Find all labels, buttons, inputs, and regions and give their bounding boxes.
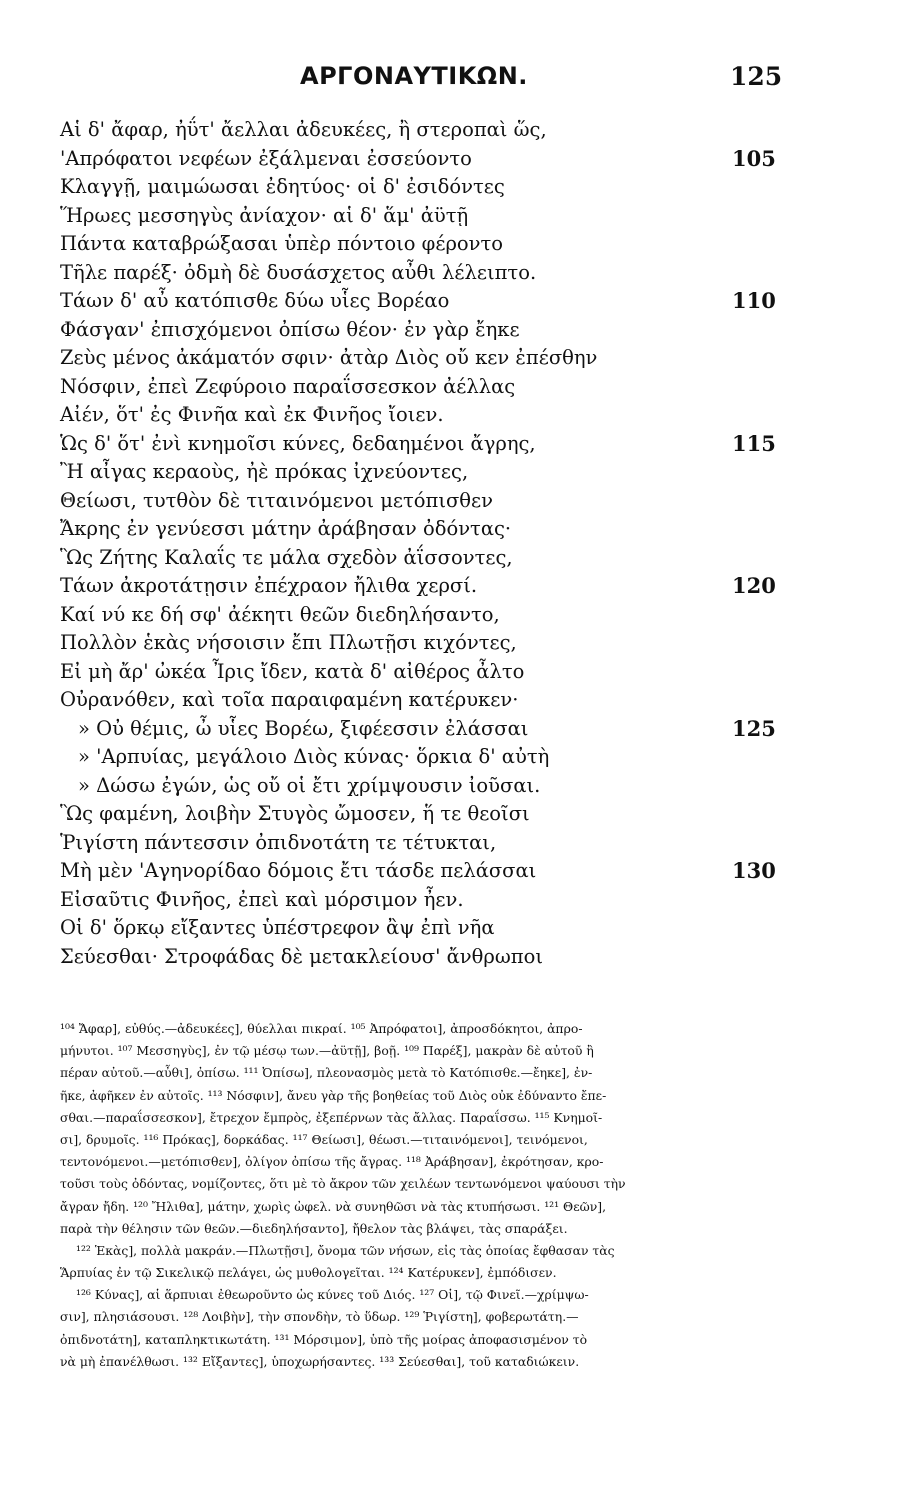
footnote-line: ¹²⁶ Κύνας], αἱ ἅρπυιαι ἐθεωροῦντο ὡς κύνες τοῦ Διός. ¹²⁷ Οἱ], τῷ Φινεῖ.—χρίμψω- [76, 1287, 589, 1303]
verse-text: Τάων ἀκροτάτῃσιν ἐπέχραον ἤλιθα χερσί. [60, 574, 478, 597]
running-title: ΑΡΓΟΝΑΥΤΙΚΩΝ. [300, 62, 528, 90]
verse-line [0, 857, 901, 886]
footnote-line: σι], δρυμοῖς. ¹¹⁶ Πρόκας], δορκάδας. ¹¹⁷ Θείωσι], θέωσι.—τιταινόμενοι], τεινόμενοι, [60, 1131, 588, 1147]
verse-line [0, 601, 901, 630]
verse-line [0, 458, 901, 487]
verse-text: Πολλὸν ἑκὰς νήσοισιν ἔπι Πλωτῇσι κιχόντες, [60, 631, 517, 654]
verse-text: Ἢ αἶγας κεραοὺς, ἠὲ πρόκας ἰχνεύοντες, [60, 460, 469, 483]
verse-line [0, 658, 901, 687]
verse-line [0, 401, 901, 430]
verse-line [0, 287, 901, 316]
footnote-line: ὀπιδνοτάτη], καταπληκτικωτάτη. ¹³¹ Μόρσιμον], ὑπὸ τῆς μοίρας ἀποφασισμένον τὸ [60, 1331, 588, 1347]
verse-text: Ὡς δ' ὅτ' ἐνὶ κνημοῖσι κύνες, δεδαημένοι ἄγρης, [60, 431, 536, 455]
verse-line [0, 145, 901, 174]
verse-line [0, 686, 901, 715]
verse-line [0, 829, 901, 858]
line-number: 110 [732, 288, 776, 313]
footnote-line: μήνυτοι. ¹⁰⁷ Μεσσηγὺς], ἐν τῷ μέσῳ των.—ἀϋτῇ], βοῇ. ¹⁰⁹ Παρέξ], μακρὰν δὲ αὐτοῦ ἢ [60, 1043, 594, 1059]
footnote-line: νὰ μὴ ἐπανέλθωσι. ¹³² Εἴξαντες], ὑποχωρήσαντες. ¹³³ Σεύεσθαι], τοῦ καταδιώκειν. [60, 1353, 580, 1369]
verse-line [0, 886, 901, 915]
verse-text: Ὣς φαμένη, λοιβὴν Στυγὸς ὤμοσεν, ἥ τε θεοῖσι [60, 802, 530, 825]
verse-text: » 'Αρπυίας, μεγάλοιο Διὸς κύνας· ὅρκια δ' αὐτὴ [78, 745, 550, 768]
footnote-line: ῆκε, ἀφῆκεν ἐν αὐτοῖς. ¹¹³ Νόσφιν], ἄνευ γὰρ τῆς βοηθείας τοῦ Διὸς οὐκ ἐδύναντο ἔπε- [60, 1087, 607, 1103]
verse-line [0, 515, 901, 544]
verse-text: » Δώσω ἐγών, ὡς οὔ οἱ ἔτι χρίμψουσιν ἰοῦσαι. [78, 773, 541, 797]
verse-text: Σεύεσθαι· Στροφάδας δὲ μετακλείουσ' ἄνθρωποι [60, 944, 543, 968]
verse-line [0, 943, 901, 972]
verse-line [0, 116, 901, 145]
footnote-line: Ἅρπυίας ἐν τῷ Σικελικῷ πελάγει, ὡς μυθολογεῖται. ¹²⁴ Κατέρυκεν], ἐμπόδισεν. [60, 1265, 557, 1281]
verse-line [0, 743, 901, 772]
verse-text: Ἄκρης ἐν γενύεσσι μάτην ἀράβησαν ὀδόντας· [60, 517, 512, 540]
verse-line [0, 202, 901, 231]
footnote-line: τοῦσι τοὺς ὀδόντας, νομίζοντες, ὅτι μὲ τὸ ἄκρον τῶν χειλέων τεντωνόμενοι ψαύουσι τὴν [60, 1176, 626, 1192]
verse-text: Αἱ δ' ἄφαρ, ἠΰτ' ἄελλαι ἀδευκέες, ἢ στεροπαὶ ὥς, [60, 118, 547, 141]
verse-line [0, 344, 901, 373]
verse-text: Εἰ μὴ ἄρ' ὠκέα Ἶρις ἴδεν, κατὰ δ' αἰθέρος ἆλτο [60, 659, 525, 683]
footnote-line: ἄγραν ἤδη. ¹²⁰ Ἤλιθα], μάτην, χωρὶς ὠφελ. νὰ συνηθῶσι νὰ τὰς κτυπήσωσι. ¹²¹ Θεῶν], [60, 1198, 607, 1214]
footnotes [60, 1018, 778, 1373]
verse-line [0, 316, 901, 345]
verse-text: Οὐρανόθεν, καὶ τοῖα παραιφαμένη κατέρυκεν· [60, 688, 519, 711]
footnote-line: σιν], πλησιάσουσι. ¹²⁸ Λοιβὴν], τὴν σπονδὴν, τὸ ὕδωρ. ¹²⁹ Ῥιγίστη], φοβερωτάτη.— [60, 1309, 579, 1325]
verse-text: Ῥιγίστη πάντεσσιν ὀπιδνοτάτη τε τέτυκται, [60, 830, 497, 854]
verse-line [0, 572, 901, 601]
verse-text: » Οὐ θέμις, ὦ υἷες Βορέω, ξιφέεσσιν ἐλάσσαι [78, 716, 529, 740]
verse-line [0, 487, 901, 516]
line-number: 120 [732, 573, 776, 598]
footnote-line: τεντονόμενοι.—μετόπισθεν], ὀλίγον ὀπίσω τῆς ἄγρας. ¹¹⁸ Ἀράβησαν], ἐκρότησαν, κρο- [60, 1154, 604, 1170]
line-number: 130 [732, 858, 776, 883]
verse-text: Ζεὺς μένος ἀκάματόν σφιν· ἀτὰρ Διὸς οὔ κεν ἐπέσθην [60, 346, 598, 369]
verse-text: Αἰέν, ὅτ' ἐς Φινῆα καὶ ἐκ Φινῆος ἴοιεν. [60, 403, 444, 426]
footnote-line: παρὰ τὴν θέλησιν τῶν θεῶν.—διεδηλήσαντο], ἤθελον τὰς βλάψει, τὰς σπαράξει. [60, 1220, 568, 1236]
footnote-line: ¹²² Ἑκὰς], πολλὰ μακράν.—Πλωτῇσι], ὄνομα τῶν νήσων, εἰς τὰς ὁποίας ἔφθασαν τὰς [76, 1242, 615, 1258]
verse-text: Πάντα καταβρώξασαι ὑπὲρ πόντοιο φέροντο [60, 232, 504, 255]
verse-line [0, 544, 901, 573]
page-number: 125 [730, 62, 783, 91]
verse-text: Φάσγαν' ἐπισχόμενοι ὀπίσω θέον· ἐν γὰρ ἔηκε [60, 317, 520, 341]
verse-text: Ὣς Ζήτης Καλαΐς τε μάλα σχεδὸν ἀΐσσοντες, [60, 545, 513, 569]
footnote-line: ¹⁰⁴ Ἄφαρ], εὐθύς.—ἀδευκέες], θύελλαι πικραί. ¹⁰⁵ Ἀπρόφατοι], ἀπροσδόκητοι, ἀπρο- [60, 1021, 583, 1036]
verse-line [0, 914, 901, 943]
footnote-line: σθαι.—παραΐσσεσκον], ἔτρεχον ἔμπρὸς, ἐξεπέρνων τὰς ἄλλας. Παραΐσσω. ¹¹⁵ Κνημοῖ- [60, 1109, 603, 1125]
verse-text: Εἰσαῦτις Φινῆος, ἐπεὶ καὶ μόρσιμον ἦεν. [60, 887, 464, 911]
verse-text: Ἥρωες μεσσηγὺς ἀνίαχον· αἱ δ' ἅμ' ἀϋτῇ [60, 203, 469, 227]
line-number: 125 [732, 715, 776, 741]
line-number: 115 [732, 430, 776, 456]
verse-line [0, 373, 901, 402]
verse-line [0, 715, 901, 744]
verse-text: Κλαγγῇ, μαιμώωσαι ἐδητύος· οἱ δ' ἐσιδόντες [60, 175, 505, 198]
poem-text [0, 116, 901, 971]
verse-text: 'Απρόφατοι νεφέων ἐξάλμεναι ἐσσεύοντο [60, 146, 472, 170]
line-number: 105 [732, 145, 776, 171]
verse-line [0, 629, 901, 658]
verse-text: Οἱ δ' ὅρκῳ εἴξαντες ὑπέστρεφον ἂψ ἐπὶ νῆα [60, 916, 495, 939]
verse-text: Θείωσι, τυτθὸν δὲ τιταινόμενοι μετόπισθεν [60, 488, 493, 512]
verse-line [0, 772, 901, 801]
verse-line [0, 173, 901, 202]
verse-line [0, 259, 901, 288]
verse-text: Νόσφιν, ἐπεὶ Ζεφύροιο παραΐσσεσκον ἀέλλας [60, 374, 516, 398]
page-header [0, 62, 901, 102]
verse-line [0, 800, 901, 829]
verse-line [0, 230, 901, 259]
verse-text: Τῆλε παρέξ· ὀδμὴ δὲ δυσάσχετος αὖθι λέλειπτο. [60, 260, 537, 284]
verse-text: Τάων δ' αὖ κατόπισθε δύω υἷες Βορέαο [60, 289, 450, 312]
verse-text: Καί νύ κε δή σφ' ἀέκητι θεῶν διεδηλήσαντο, [60, 602, 500, 626]
footnote-line: πέραν αὐτοῦ.—αὖθι], ὀπίσω. ¹¹¹ Ὀπίσω], πλεονασμὸς μετὰ τὸ Κατόπισθε.—ἔηκε], ἐν- [60, 1065, 593, 1081]
verse-text: Μὴ μὲν 'Αγηνορίδαο δόμοις ἔτι τάσδε πελάσσαι [60, 859, 537, 882]
verse-line [0, 430, 901, 459]
